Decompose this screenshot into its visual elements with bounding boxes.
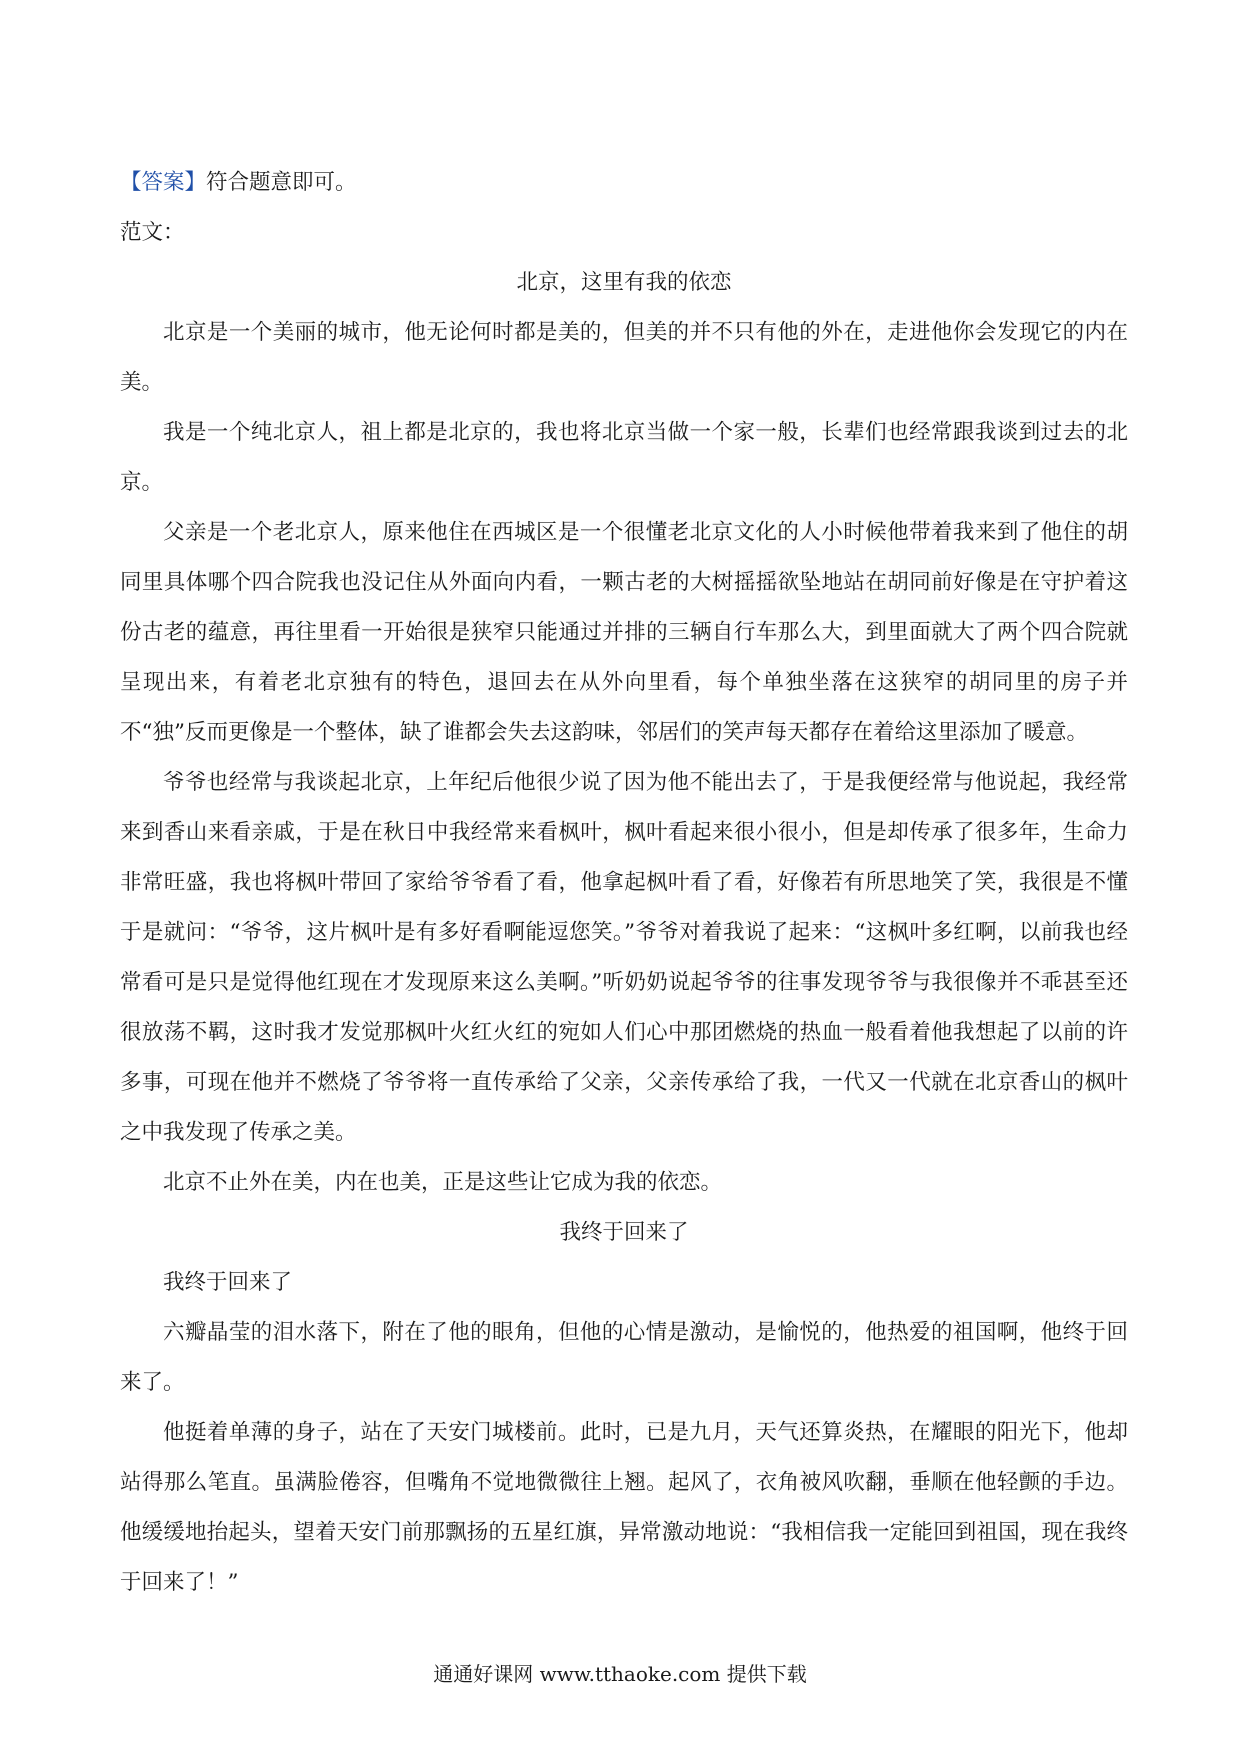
answer-text: 符合题意即可。 <box>206 170 357 195</box>
essay-title: 我终于回来了 <box>559 1220 689 1245</box>
essay-title: 北京，这里有我的依恋 <box>516 270 732 295</box>
paragraph: 我终于回来了 <box>163 1270 293 1295</box>
answer-tag: 【答案】 <box>120 170 207 195</box>
page-footer: 通通好课网 www.tthaoke.com 提供下载 <box>433 1662 807 1686</box>
paragraph: 六瓣晶莹的泪水落下，附在了他的眼角，但他的心情是激动，是愉悦的，他热爱的祖国啊，他终于回来了。 <box>120 1320 1128 1395</box>
paragraph: 爷爷也经常与我谈起北京，上年纪后他很少说了因为他不能出去了，于是我便经常与他说起，我经常来到香山来看亲戚，于是在秋日中我经常来看枫叶，枫叶看起来很小很小，但是却传承了很多年，生命力非常旺盛，我也将枫叶带回了家给爷爷看了看，他拿起枫叶看了看，好像若有所思地笑了笑，我很是不懂于是就问：“爷爷，这片枫叶是有多好看啊能逗您笑。”爷爷对着我说了起来：“这枫叶多红啊，以前我也经常看可是只是觉得他红现在才发现原来这么美啊。”听奶奶说起爷爷的往事发现爷爷与我很像并不乖甚至还很放荡不羁，这时我才发觉那枫叶火红火红的宛如人们心中那团燃烧的热血一般看着他我想起了以前的许多事，可现在他并不燃烧了爷爷将一直传承给了父亲，父亲传承给了我，一代又一代就在北京香山的枫叶之中我发现了传承之美。 <box>120 770 1128 1145</box>
paragraph: 他挺着单薄的身子，站在了天安门城楼前。此时，已是九月，天气还算炎热，在耀眼的阳光下，他却站得那么笔直。虽满脸倦容，但嘴角不觉地微微往上翘。起风了，衣角被风吹翻，垂顺在他轻颤的手边。他缓缓地抬起头，望着天安门前那飘扬的五星红旗，异常激动地说：“我相信我一定能回到祖国，现在我终于回来了！” <box>120 1420 1128 1595</box>
document-body <box>120 158 1128 1608</box>
sample-label: 范文： <box>120 220 185 245</box>
paragraph: 父亲是一个老北京人，原来他住在西城区是一个很懂老北京文化的人小时候他带着我来到了他住的胡同里具体哪个四合院我也没记住从外面向内看，一颗古老的大树摇摇欲坠地站在胡同前好像是在守护着这份古老的蕴意，再往里看一开始很是狭窄只能通过并排的三辆自行车那么大，到里面就大了两个四合院就呈现出来，有着老北京独有的特色，退回去在从外向里看，每个单独坐落在这狭窄的胡同里的房子并不“独”反而更像是一个整体，缺了谁都会失去这韵味，邻居们的笑声每天都存在着给这里添加了暖意。 <box>120 520 1128 745</box>
paragraph: 北京是一个美丽的城市，他无论何时都是美的，但美的并不只有他的外在，走进他你会发现它的内在美。 <box>120 320 1128 395</box>
paragraph: 我是一个纯北京人，祖上都是北京的，我也将北京当做一个家一般，长辈们也经常跟我谈到过去的北京。 <box>120 420 1128 495</box>
essay-1 <box>120 258 1128 1208</box>
essay-2 <box>120 1208 1128 1608</box>
paragraph: 北京不止外在美，内在也美，正是这些让它成为我的依恋。 <box>163 1170 723 1195</box>
answer-line <box>120 158 1128 208</box>
